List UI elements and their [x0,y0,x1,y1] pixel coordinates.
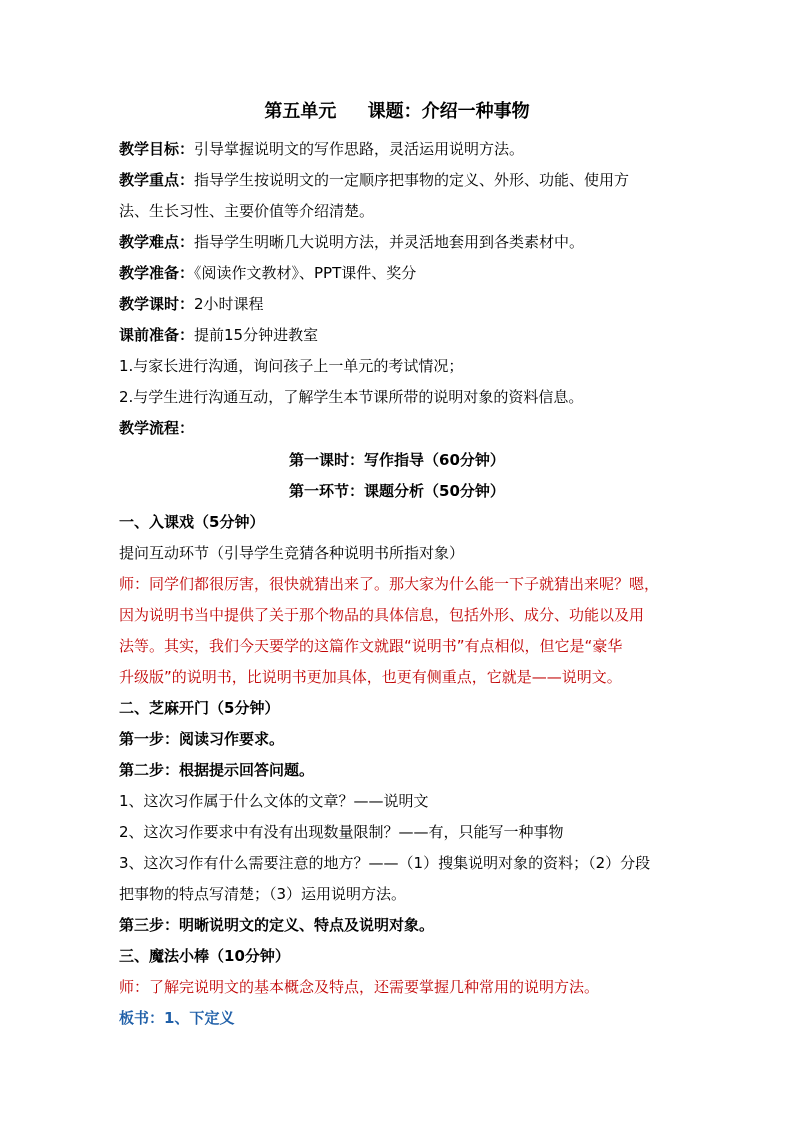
teacher-line-2: 因为说明书当中提供了关于那个物品的具体信息，包括外形、成分、功能以及用 [119,606,645,624]
teaching-flow-label: 教学流程： [119,419,195,437]
pre-class-text: 提前15分钟进教室 [194,326,319,344]
teaching-key-text: 指导学生按说明文的一定顺序把事物的定义、外形、功能、使用方 [194,171,630,189]
section-1-heading: 一、入课戏（5分钟） [119,513,265,531]
question-3: 3、这次习作有什么需要注意的地方？——（1）搜集说明对象的资料；（2）分段 [119,854,651,872]
question-2: 2、这次习作要求中有没有出现数量限制？——有，只能写一种事物 [119,823,564,841]
teaching-difficulty-text: 指导学生明晰几大说明方法，并灵活地套用到各类素材中。 [194,233,585,251]
section-1-intro: 提问互动环节（引导学生竞猜各种说明书所指对象） [119,544,465,562]
lesson-1-heading: 第一课时：写作指导（60分钟） [289,451,505,469]
blackboard-note: 板书：1、下定义 [119,1009,235,1027]
section-3-teacher: 师：了解完说明文的基本概念及特点，还需要掌握几种常用的说明方法。 [119,978,600,996]
pre-step-2: 2.与学生进行沟通互动，了解学生本节课所带的说明对象的资料信息。 [119,388,584,406]
teaching-hours-label: 教学课时： [119,295,195,313]
teacher-line-3: 法等。其实，我们今天要学的这篇作文就跟“说明书”有点相似，但它是“豪华 [119,637,623,655]
teaching-key-point [119,170,629,190]
teaching-goal [119,139,524,159]
teaching-hours-text: 2小时课程 [194,295,264,313]
teaching-prep [119,263,416,283]
pre-class-prep [119,325,318,345]
page-title: 第五单元 课题：介绍一种事物 [264,101,530,122]
pre-class-label: 课前准备： [119,326,195,344]
question-3-cont: 把事物的特点写清楚；（3）运用说明方法。 [119,885,407,903]
section-2-step-2: 第二步：根据提示回答问题。 [119,761,315,779]
part-1-heading: 第一环节：课题分析（50分钟） [289,482,505,500]
teaching-goal-label: 教学目标： [119,140,195,158]
teaching-key-label: 教学重点： [119,171,195,189]
pre-step-1: 1.与家长进行沟通，询问孩子上一单元的考试情况； [119,357,464,375]
teaching-hours [119,294,264,314]
teaching-difficulty-label: 教学难点： [119,233,195,251]
teacher-line-1: 师：同学们都很厉害，很快就猜出来了。那大家为什么能一下子就猜出来呢？嗯， [119,575,660,593]
section-3-heading: 三、魔法小棒（10分钟） [119,947,290,965]
section-2-step-3: 第三步：明晰说明文的定义、特点及说明对象。 [119,916,435,934]
teaching-prep-text: 《阅读作文教材》、PPT课件、奖分 [194,264,417,282]
section-2-step-1: 第一步：阅读习作要求。 [119,730,285,748]
teaching-difficulty [119,232,584,252]
teaching-goal-text: 引导掌握说明文的写作思路，灵活运用说明方法。 [194,140,525,158]
question-1: 1、这次习作属于什么文体的文章？——说明文 [119,792,429,810]
teaching-prep-label: 教学准备： [119,264,195,282]
teaching-key-point-cont: 法、生长习性、主要价值等介绍清楚。 [119,202,375,220]
teacher-line-4: 升级版”的说明书，比说明书更加具体，也更有侧重点，它就是——说明文。 [119,668,622,686]
section-2-heading: 二、芝麻开门（5分钟） [119,699,280,717]
